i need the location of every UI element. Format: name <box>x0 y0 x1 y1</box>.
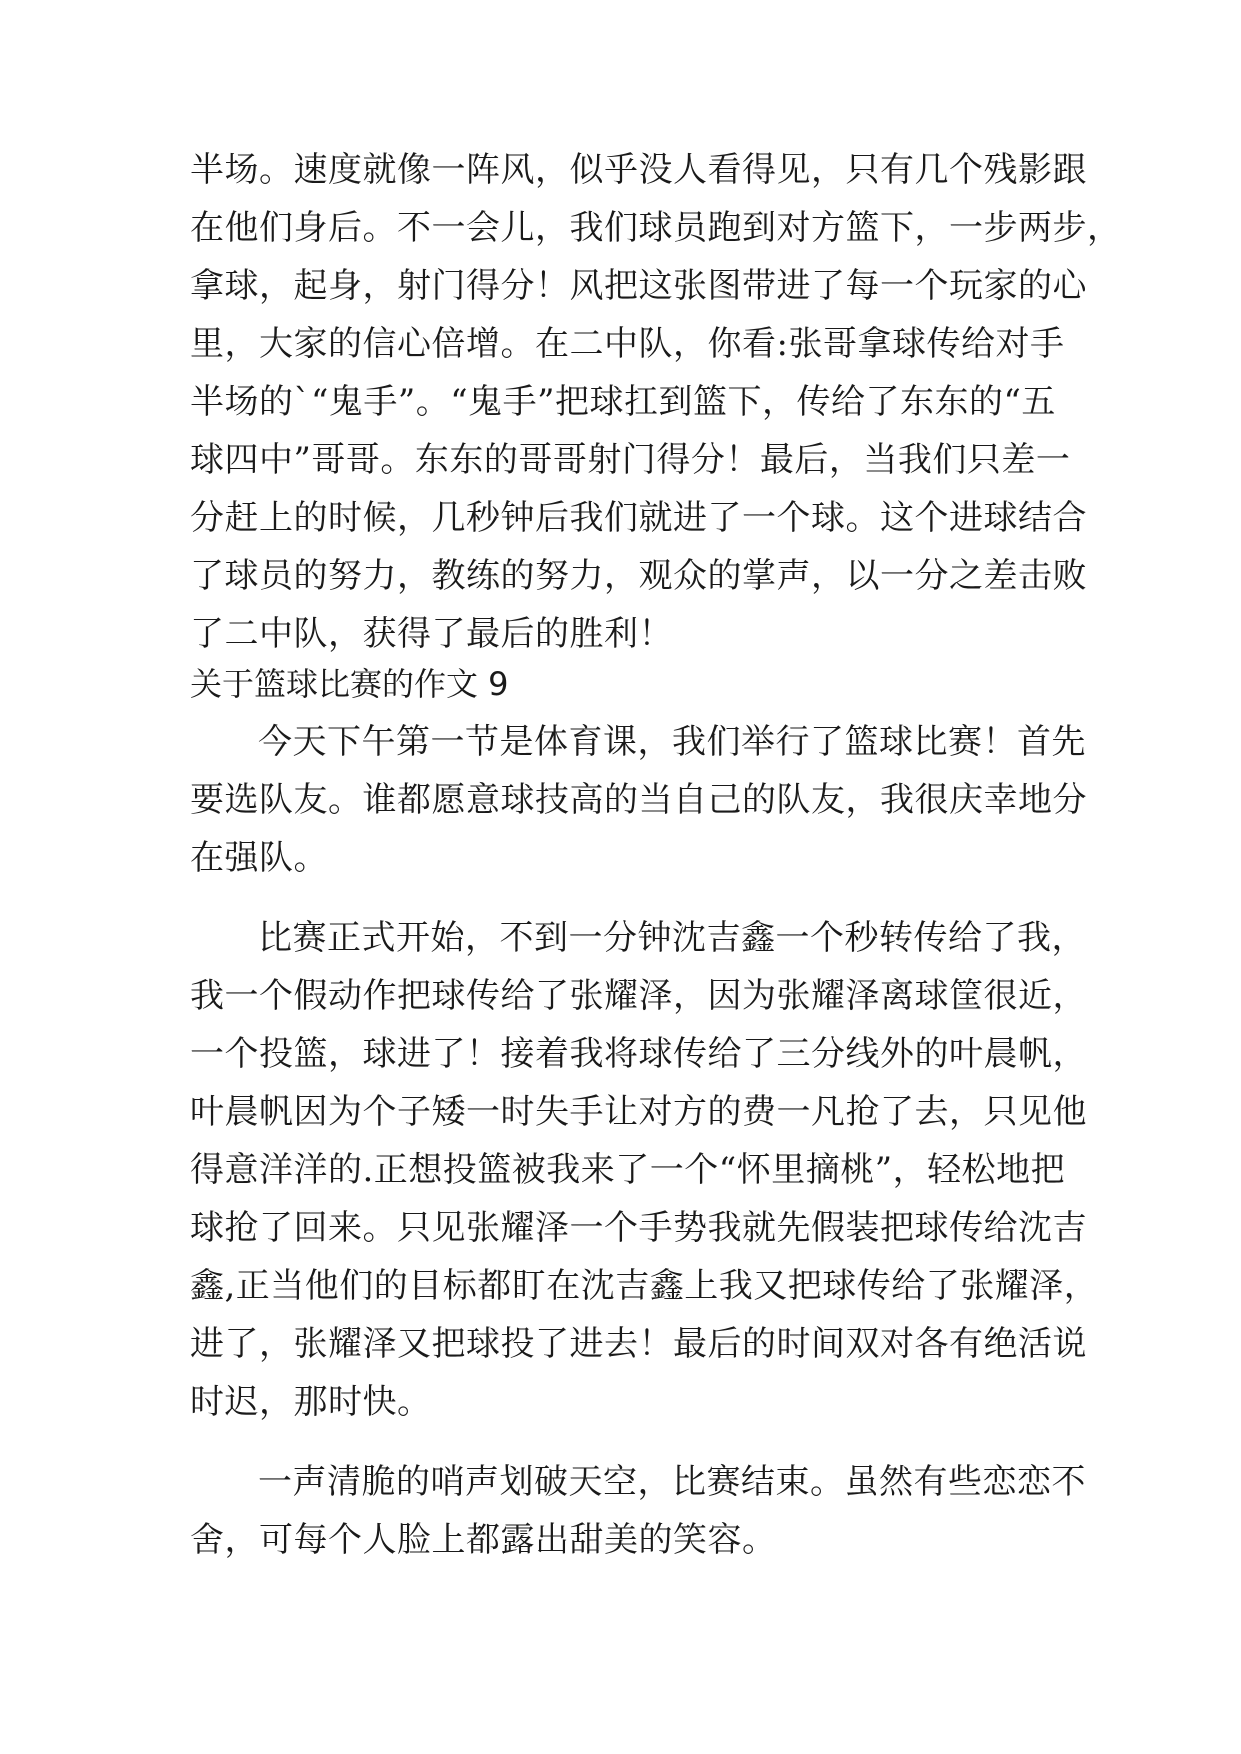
text-line: 半场的`“鬼手”。“鬼手”把球扛到篮下，传给了东东的“五 <box>190 382 1056 422</box>
text-line: 时迟，那时快。 <box>190 1382 432 1422</box>
text-line: 鑫,正当他们的目标都盯在沈吉鑫上我又把球传给了张耀泽， <box>190 1266 1099 1306</box>
text-line: 半场。速度就像一阵风，似乎没人看得见，只有几个残影跟 <box>190 150 1087 190</box>
text-line: 今天下午第一节是体育课，我们举行了篮球比赛！首先 <box>258 722 1086 762</box>
text-line: 了二中队，获得了最后的胜利！ <box>190 614 673 654</box>
text-line: 了球员的努力，教练的努力，观众的掌声，以一分之差击败 <box>190 556 1087 596</box>
text-line: 球抢了回来。只见张耀泽一个手势我就先假装把球传给沈吉 <box>190 1208 1087 1248</box>
text-line: 在他们身后。不一会儿，我们球员跑到对方篮下，一步两步， <box>190 208 1122 248</box>
text-line: 里，大家的信心倍增。在二中队，你看:张哥拿球传给对手 <box>190 324 1065 364</box>
text-line: 分赶上的时候，几秒钟后我们就进了一个球。这个进球结合 <box>190 498 1087 538</box>
text-line: 叶晨帆因为个子矮一时失手让对方的费一凡抢了去，只见他 <box>190 1092 1087 1132</box>
text-line: 拿球，起身，射门得分！风把这张图带进了每一个玩家的心 <box>190 266 1087 306</box>
text-line: 一个投篮，球进了！接着我将球传给了三分线外的叶晨帆， <box>190 1034 1087 1074</box>
text-line: 得意洋洋的.正想投篮被我来了一个“怀里摘桃”，轻松地把 <box>190 1150 1066 1190</box>
text-line: 在强队。 <box>190 838 328 878</box>
section-title: 关于篮球比赛的作文 9 <box>190 665 509 703</box>
text-line: 球四中”哥哥。东东的哥哥射门得分！最后，当我们只差一 <box>190 440 1071 480</box>
text-line: 比赛正式开始，不到一分钟沈吉鑫一个秒转传给了我， <box>258 918 1086 958</box>
text-line: 进了，张耀泽又把球投了进去！最后的时间双对各有绝活说 <box>190 1324 1087 1364</box>
text-line: 我一个假动作把球传给了张耀泽，因为张耀泽离球筐很近， <box>190 976 1087 1016</box>
text-line: 要选队友。谁都愿意球技高的当自己的队友，我很庆幸地分 <box>190 780 1087 820</box>
text-line: 一声清脆的哨声划破天空，比赛结束。虽然有些恋恋不 <box>258 1462 1086 1502</box>
text-line: 舍，可每个人脸上都露出甜美的笑容。 <box>190 1520 777 1560</box>
